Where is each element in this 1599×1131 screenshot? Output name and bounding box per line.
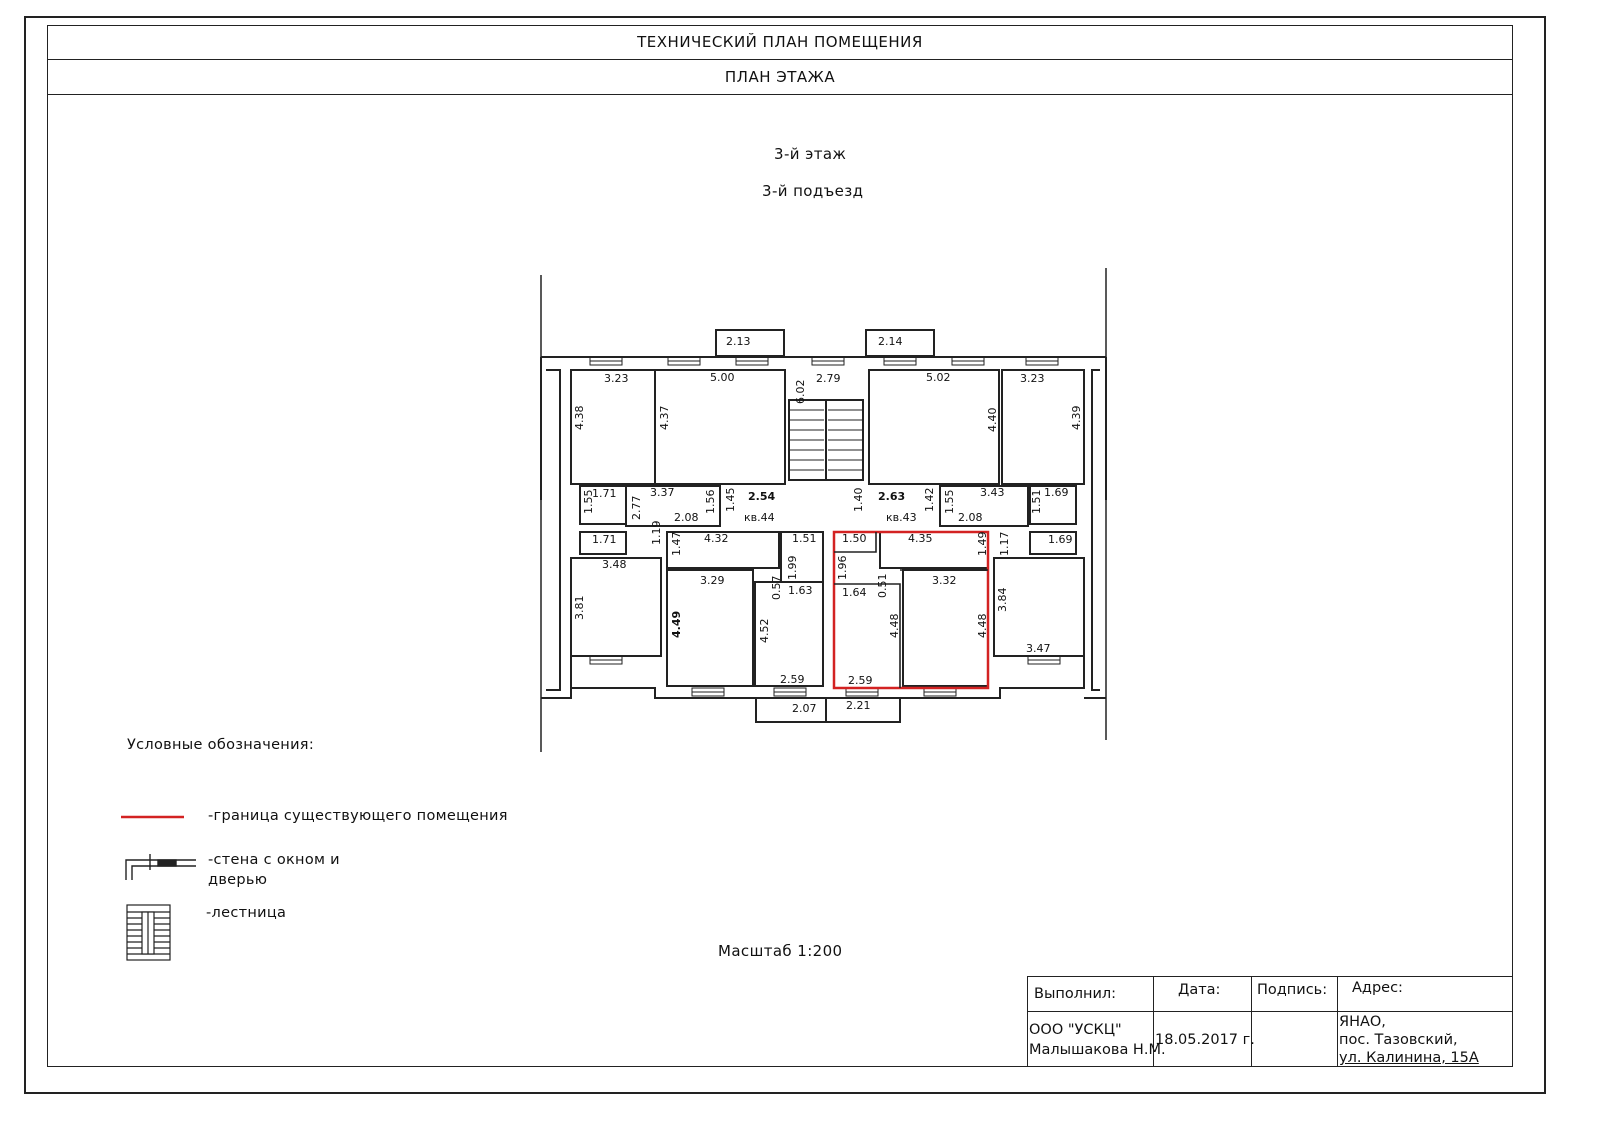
- dim-label: 1.71: [592, 533, 617, 546]
- dim-label: 1.45: [724, 487, 737, 512]
- dim-label: 2.79: [816, 372, 841, 385]
- dim-label: 3.37: [650, 486, 675, 499]
- dim-label: 4.39: [1070, 405, 1083, 430]
- dim-label: 2.59: [780, 673, 805, 686]
- scale-label: Масштаб 1:200: [718, 942, 843, 960]
- dim-label: 1.55: [582, 489, 595, 514]
- dim-label: 2.14: [878, 335, 903, 348]
- dim-label: 4.48: [976, 613, 989, 638]
- performer-line2: Малышакова Н.М.: [1029, 1042, 1166, 1058]
- dim-label: 2.59: [848, 674, 873, 687]
- dim-label: 5.00: [710, 371, 735, 384]
- legend-stair-label: -лестница: [206, 905, 287, 921]
- dim-label: 2.13: [726, 335, 751, 348]
- dim-label: 2.54: [748, 490, 776, 503]
- dim-label: кв.44: [744, 511, 775, 524]
- dim-label: 3.43: [980, 486, 1005, 499]
- dim-label: 4.49: [670, 610, 683, 638]
- dim-label: 1.55: [943, 489, 956, 514]
- date-value: 18.05.2017 г.: [1155, 1032, 1255, 1048]
- dim-label: 3.48: [602, 558, 627, 571]
- address-label: Адрес:: [1352, 980, 1403, 996]
- title-block: [1027, 976, 1513, 1067]
- dim-label: 1.71: [592, 487, 617, 500]
- dim-label: 4.37: [658, 405, 671, 430]
- dim-label: 2.08: [674, 511, 699, 524]
- dim-label: 2.07: [792, 702, 817, 715]
- dim-label: 2.21: [846, 699, 871, 712]
- dim-label: 6.02: [794, 379, 807, 404]
- legend-title: Условные обозначения:: [127, 737, 315, 753]
- dim-label: 4.35: [908, 532, 933, 545]
- date-label: Дата:: [1178, 982, 1221, 998]
- staircase-icon: [126, 904, 172, 962]
- dim-label: 1.42: [923, 487, 936, 512]
- dim-label: 3.23: [604, 372, 629, 385]
- dim-label: 2.63: [878, 490, 906, 503]
- dim-label: 4.48: [888, 613, 901, 638]
- dim-label: 1.50: [842, 532, 867, 545]
- page-title: ТЕХНИЧЕСКИЙ ПЛАН ПОМЕЩЕНИЯ: [637, 33, 923, 51]
- performed-label: Выполнил:: [1034, 986, 1117, 1002]
- dim-label: 1.64: [842, 586, 867, 599]
- dim-label: 2.77: [630, 495, 643, 520]
- dim-label: 4.32: [704, 532, 729, 545]
- signature-label: Подпись:: [1257, 982, 1328, 998]
- address-line1: ЯНАО,: [1339, 1014, 1386, 1030]
- dim-label: 5.02: [926, 371, 951, 384]
- dim-label: 1.47: [670, 531, 683, 556]
- dim-label: 0.51: [876, 573, 889, 598]
- dim-label: 3.32: [932, 574, 957, 587]
- dim-label: 3.84: [996, 587, 1009, 612]
- dim-label: 1.51: [792, 532, 817, 545]
- address-line2: пос. Тазовский,: [1339, 1032, 1458, 1048]
- dim-label: 1.51: [1030, 489, 1043, 514]
- legend-wall-label-1: -стена с окном и: [208, 852, 340, 868]
- dim-label: 1.69: [1044, 486, 1069, 499]
- dim-label: 1.19: [650, 520, 663, 545]
- floor-label: 3-й этаж: [774, 145, 847, 163]
- entrance-label: 3-й подъезд: [762, 182, 864, 200]
- dim-label: 4.40: [986, 407, 999, 432]
- dim-label: 3.47: [1026, 642, 1051, 655]
- existing-premises-boundary: [834, 532, 988, 688]
- dim-label: 1.69: [1048, 533, 1073, 546]
- dim-label: 1.56: [704, 489, 717, 514]
- dim-label: 4.52: [758, 618, 771, 643]
- dim-label: 2.08: [958, 511, 983, 524]
- dim-label: 0.57: [770, 575, 783, 600]
- red-line-icon: [120, 810, 186, 824]
- dim-label: 3.23: [1020, 372, 1045, 385]
- dim-label: кв.43: [886, 511, 917, 524]
- page-subtitle: ПЛАН ЭТАЖА: [724, 68, 836, 86]
- performer-line1: ООО "УСКЦ": [1029, 1022, 1122, 1038]
- wall-window-door-icon: [122, 850, 200, 882]
- dim-label: 1.49: [976, 531, 989, 556]
- legend-wall-label-2: дверью: [208, 872, 268, 888]
- dim-label: 1.99: [786, 555, 799, 580]
- dim-label: 1.96: [836, 555, 849, 580]
- legend-boundary-label: -граница существующего помещения: [208, 808, 508, 824]
- dim-label: 3.81: [573, 595, 586, 620]
- dim-label: 4.38: [573, 405, 586, 430]
- dim-label: 3.29: [700, 574, 725, 587]
- dim-label: 1.63: [788, 584, 813, 597]
- dim-label: 1.40: [852, 487, 865, 512]
- address-line3: ул. Калинина, 15А: [1339, 1050, 1479, 1066]
- dim-label: 1.17: [998, 531, 1011, 556]
